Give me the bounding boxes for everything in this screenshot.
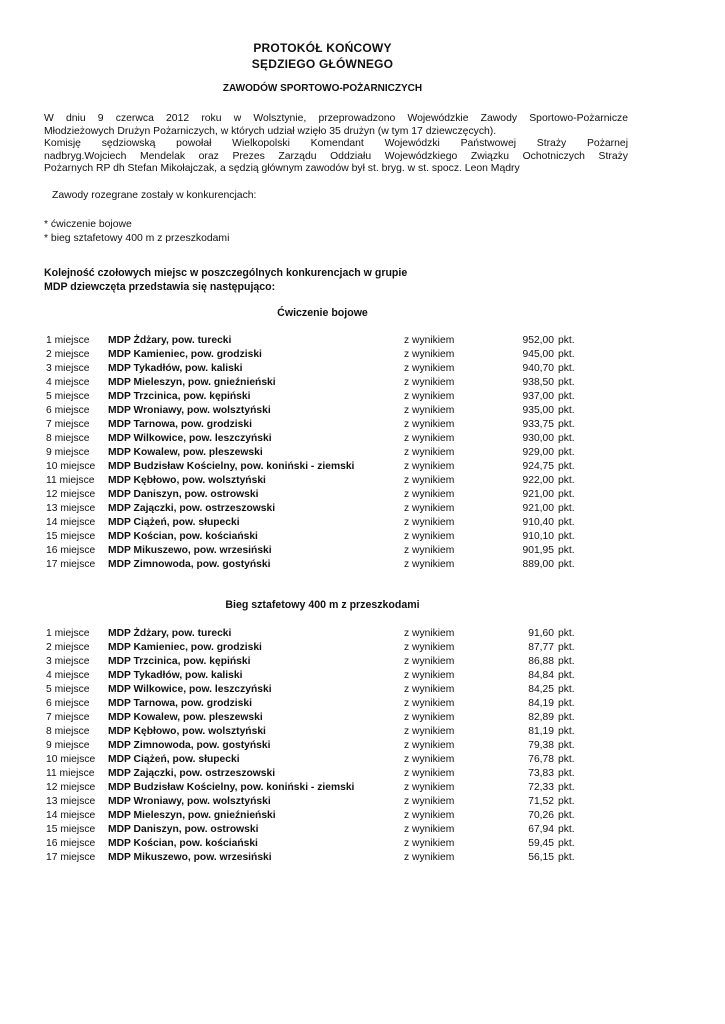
result-place: 10 miejsce <box>46 754 96 765</box>
result-place: 9 miejsce <box>46 740 90 751</box>
result-label: z wynikiem <box>404 796 455 807</box>
result-team: MDP Wilkowice, pow. leszczyński <box>108 433 272 444</box>
result-place: 17 miejsce <box>46 559 96 570</box>
document-title-line1: PROTOKÓŁ KOŃCOWY <box>253 41 392 55</box>
table-row <box>46 362 588 376</box>
result-score: 84,19 <box>528 698 554 709</box>
result-score: 910,40 <box>522 517 554 528</box>
result-unit: pkt. <box>558 461 575 472</box>
result-score: 70,26 <box>528 810 554 821</box>
result-score: 921,00 <box>522 489 554 500</box>
result-unit: pkt. <box>558 391 575 402</box>
result-label: z wynikiem <box>404 838 455 849</box>
intro-line-2: Młodzieżowych Drużyn Pożarniczych, w których udział wzięło 35 drużyn (w tym 17 dziewczęcych). <box>44 125 497 137</box>
result-score: 84,84 <box>528 670 554 681</box>
result-unit: pkt. <box>558 782 575 793</box>
table-row <box>46 432 588 446</box>
result-label: z wynikiem <box>404 768 455 779</box>
result-team: MDP Ciążeń, pow. słupecki <box>108 517 240 528</box>
result-place: 17 miejsce <box>46 852 96 863</box>
result-place: 7 miejsce <box>46 419 90 430</box>
result-team: MDP Mikuszewo, pow. wrzesiński <box>108 852 272 863</box>
result-team: MDP Trzcinica, pow. kępiński <box>108 656 251 667</box>
result-place: 11 miejsce <box>46 475 95 486</box>
result-label: z wynikiem <box>404 628 455 639</box>
result-place: 9 miejsce <box>46 447 90 458</box>
result-score: 81,19 <box>528 726 554 737</box>
table-row <box>46 753 588 767</box>
result-place: 8 miejsce <box>46 433 90 444</box>
table-row <box>46 767 588 781</box>
result-place: 8 miejsce <box>46 726 90 737</box>
result-team: MDP Daniszyn, pow. ostrowski <box>108 824 259 835</box>
result-score: 86,88 <box>528 656 554 667</box>
result-unit: pkt. <box>558 628 575 639</box>
result-label: z wynikiem <box>404 531 455 542</box>
result-team: MDP Daniszyn, pow. ostrowski <box>108 489 259 500</box>
result-team: MDP Żdżary, pow. turecki <box>108 335 232 346</box>
table-row <box>46 795 588 809</box>
result-score: 921,00 <box>522 503 554 514</box>
result-label: z wynikiem <box>404 810 455 821</box>
table-row <box>46 781 588 795</box>
results-table-relay-race <box>46 627 588 865</box>
result-place: 14 miejsce <box>46 810 96 821</box>
result-team: MDP Zajączki, pow. ostrzeszowski <box>108 768 276 779</box>
result-team: MDP Wilkowice, pow. leszczyński <box>108 684 272 695</box>
table-row <box>46 376 588 390</box>
result-unit: pkt. <box>558 810 575 821</box>
result-unit: pkt. <box>558 363 575 374</box>
result-place: 12 miejsce <box>46 489 96 500</box>
result-unit: pkt. <box>558 559 575 570</box>
result-place: 2 miejsce <box>46 349 90 360</box>
result-label: z wynikiem <box>404 405 455 416</box>
result-unit: pkt. <box>558 642 575 653</box>
result-team: MDP Mikuszewo, pow. wrzesiński <box>108 545 272 556</box>
result-place: 10 miejsce <box>46 461 96 472</box>
result-place: 6 miejsce <box>46 405 90 416</box>
result-label: z wynikiem <box>404 349 455 360</box>
result-unit: pkt. <box>558 503 575 514</box>
result-team: MDP Trzcinica, pow. kępiński <box>108 391 251 402</box>
result-place: 1 miejsce <box>46 628 90 639</box>
result-place: 16 miejsce <box>46 545 96 556</box>
result-unit: pkt. <box>558 726 575 737</box>
result-score: 71,52 <box>528 796 554 807</box>
result-place: 3 miejsce <box>46 656 90 667</box>
result-team: MDP Tykadłów, pow. kaliski <box>108 363 243 374</box>
result-label: z wynikiem <box>404 475 455 486</box>
result-team: MDP Zimnowoda, pow. gostyński <box>108 559 271 570</box>
result-label: z wynikiem <box>404 489 455 500</box>
result-unit: pkt. <box>558 349 575 360</box>
result-unit: pkt. <box>558 545 575 556</box>
result-place: 7 miejsce <box>46 712 90 723</box>
result-label: z wynikiem <box>404 517 455 528</box>
result-score: 87,77 <box>528 642 554 653</box>
result-unit: pkt. <box>558 796 575 807</box>
result-label: z wynikiem <box>404 740 455 751</box>
result-place: 11 miejsce <box>46 768 95 779</box>
table-row <box>46 655 588 669</box>
result-label: z wynikiem <box>404 419 455 430</box>
result-label: z wynikiem <box>404 363 455 374</box>
result-score: 929,00 <box>522 447 554 458</box>
result-unit: pkt. <box>558 517 575 528</box>
result-place: 13 miejsce <box>46 796 96 807</box>
result-score: 72,33 <box>528 782 554 793</box>
result-score: 952,00 <box>522 335 554 346</box>
section-title-combat-exercise: Ćwiczenie bojowe <box>277 307 368 319</box>
table-row <box>46 627 588 641</box>
result-unit: pkt. <box>558 377 575 388</box>
result-place: 4 miejsce <box>46 670 90 681</box>
result-team: MDP Tarnowa, pow. grodziski <box>108 419 252 430</box>
result-unit: pkt. <box>558 489 575 500</box>
result-label: z wynikiem <box>404 852 455 863</box>
intro-line-5: Pożarnych RP dh Stefan Mikołajczak, a sędzią głównym zawodów był st. bryg. w st. spocz. Leon Mądry <box>44 163 520 175</box>
table-row <box>46 488 588 502</box>
table-row <box>46 418 588 432</box>
result-unit: pkt. <box>558 419 575 430</box>
result-score: 79,38 <box>528 740 554 751</box>
result-unit: pkt. <box>558 335 575 346</box>
section-title-relay-race: Bieg sztafetowy 400 m z przeszkodami <box>225 599 420 611</box>
result-place: 12 miejsce <box>46 782 96 793</box>
result-unit: pkt. <box>558 754 575 765</box>
table-row <box>46 334 588 348</box>
result-label: z wynikiem <box>404 433 455 444</box>
result-team: MDP Kamieniec, pow. grodziski <box>108 642 262 653</box>
result-unit: pkt. <box>558 447 575 458</box>
result-unit: pkt. <box>558 670 575 681</box>
result-team: MDP Ciążeń, pow. słupecki <box>108 754 240 765</box>
table-row <box>46 530 588 544</box>
result-team: MDP Tykadłów, pow. kaliski <box>108 670 243 681</box>
order-heading-line1: Kolejność czołowych miejsc w poszczególnych konkurencjach w grupie <box>44 267 408 279</box>
table-row <box>46 404 588 418</box>
result-team: MDP Mieleszyn, pow. gnieźnieński <box>108 377 276 388</box>
order-heading-line2: MDP dziewczęta przedstawia się następująco: <box>44 280 276 293</box>
table-row <box>46 837 588 851</box>
result-label: z wynikiem <box>404 559 455 570</box>
result-score: 67,94 <box>528 824 554 835</box>
result-place: 15 miejsce <box>46 531 96 542</box>
result-score: 56,15 <box>528 852 554 863</box>
result-label: z wynikiem <box>404 782 455 793</box>
result-label: z wynikiem <box>404 684 455 695</box>
result-score: 84,25 <box>528 684 554 695</box>
result-team: MDP Zajączki, pow. ostrzeszowski <box>108 503 276 514</box>
result-unit: pkt. <box>558 656 575 667</box>
result-place: 13 miejsce <box>46 503 96 514</box>
table-row <box>46 502 588 516</box>
result-score: 922,00 <box>522 475 554 486</box>
result-score: 935,00 <box>522 405 554 416</box>
result-unit: pkt. <box>558 768 575 779</box>
table-row <box>46 823 588 837</box>
table-row <box>46 544 588 558</box>
intro-line-4: nadbryg.Wojciech Mendelak oraz Prezes Zarządu Oddziału Wojewódzkiego Związku Ochotniczych Straży <box>44 150 628 162</box>
result-unit: pkt. <box>558 405 575 416</box>
result-place: 1 miejsce <box>46 335 90 346</box>
table-row <box>46 809 588 823</box>
result-place: 14 miejsce <box>46 517 96 528</box>
result-label: z wynikiem <box>404 824 455 835</box>
result-unit: pkt. <box>558 531 575 542</box>
result-score: 76,78 <box>528 754 554 765</box>
table-row <box>46 725 588 739</box>
result-score: 91,60 <box>528 628 554 639</box>
result-label: z wynikiem <box>404 726 455 737</box>
result-unit: pkt. <box>558 740 575 751</box>
result-score: 901,95 <box>522 545 554 556</box>
table-row <box>46 669 588 683</box>
result-place: 16 miejsce <box>46 838 96 849</box>
order-heading <box>44 267 604 294</box>
result-score: 73,83 <box>528 768 554 779</box>
result-team: MDP Budzisław Kościelny, pow. koniński - ziemski <box>108 782 355 793</box>
table-row <box>46 348 588 362</box>
result-label: z wynikiem <box>404 754 455 765</box>
result-place: 5 miejsce <box>46 684 90 695</box>
result-label: z wynikiem <box>404 642 455 653</box>
result-place: 4 miejsce <box>46 377 90 388</box>
result-team: MDP Kościan, pow. kościański <box>108 531 258 542</box>
result-team: MDP Kębłowo, pow. wolsztyński <box>108 475 266 486</box>
result-team: MDP Kowalew, pow. pleszewski <box>108 447 263 458</box>
table-row <box>46 446 588 460</box>
result-place: 2 miejsce <box>46 642 90 653</box>
result-score: 82,89 <box>528 712 554 723</box>
table-row <box>46 739 588 753</box>
result-label: z wynikiem <box>404 503 455 514</box>
results-table-combat-exercise <box>46 334 588 572</box>
result-score: 937,00 <box>522 391 554 402</box>
competition-item-2: * bieg sztafetowy 400 m z przeszkodami <box>44 233 230 244</box>
result-unit: pkt. <box>558 838 575 849</box>
intro-line-1: W dniu 9 czerwca 2012 roku w Wolsztynie, przeprowadzono Wojewódzkie Zawody Sportowo-Pożarnicze <box>44 113 628 124</box>
result-place: 15 miejsce <box>46 824 96 835</box>
result-team: MDP Wroniawy, pow. wolsztyński <box>108 796 271 807</box>
result-score: 933,75 <box>522 419 554 430</box>
result-team: MDP Kościan, pow. kościański <box>108 838 258 849</box>
result-team: MDP Kowalew, pow. pleszewski <box>108 712 263 723</box>
result-place: 5 miejsce <box>46 391 90 402</box>
result-label: z wynikiem <box>404 335 455 346</box>
result-team: MDP Wroniawy, pow. wolsztyński <box>108 405 271 416</box>
competition-item-1: * ćwiczenie bojowe <box>44 219 132 230</box>
table-row <box>46 851 588 865</box>
document-subtitle: ZAWODÓW SPORTOWO-POŻARNICZYCH <box>222 83 423 94</box>
result-label: z wynikiem <box>404 712 455 723</box>
result-unit: pkt. <box>558 852 575 863</box>
result-label: z wynikiem <box>404 447 455 458</box>
result-place: 3 miejsce <box>46 363 90 374</box>
result-team: MDP Zimnowoda, pow. gostyński <box>108 740 271 751</box>
result-score: 938,50 <box>522 377 554 388</box>
result-score: 930,00 <box>522 433 554 444</box>
result-team: MDP Żdżary, pow. turecki <box>108 628 232 639</box>
result-label: z wynikiem <box>404 377 455 388</box>
result-team: MDP Kamieniec, pow. grodziski <box>108 349 262 360</box>
result-place: 6 miejsce <box>46 698 90 709</box>
result-unit: pkt. <box>558 824 575 835</box>
document-title-line2: SĘDZIEGO GŁÓWNEGO <box>251 57 394 71</box>
table-row <box>46 460 588 474</box>
result-label: z wynikiem <box>404 698 455 709</box>
intro-line-3: Komisję sędziowską powołał Wielkopolski Komendant Wojewódzki Państwowej Straży Pożarnej <box>44 138 628 150</box>
result-unit: pkt. <box>558 684 575 695</box>
intro-paragraph <box>44 113 628 176</box>
result-label: z wynikiem <box>404 545 455 556</box>
result-label: z wynikiem <box>404 670 455 681</box>
result-team: MDP Tarnowa, pow. grodziski <box>108 698 252 709</box>
result-unit: pkt. <box>558 712 575 723</box>
result-unit: pkt. <box>558 698 575 709</box>
table-row <box>46 390 588 404</box>
table-row <box>46 516 588 530</box>
result-team: MDP Budzisław Kościelny, pow. koniński - ziemski <box>108 461 355 472</box>
result-label: z wynikiem <box>404 391 455 402</box>
result-score: 940,70 <box>522 363 554 374</box>
result-score: 59,45 <box>528 838 554 849</box>
result-label: z wynikiem <box>404 656 455 667</box>
result-team: MDP Mieleszyn, pow. gnieźnieński <box>108 810 276 821</box>
table-row <box>46 711 588 725</box>
result-score: 924,75 <box>522 461 554 472</box>
result-label: z wynikiem <box>404 461 455 472</box>
table-row <box>46 683 588 697</box>
table-row <box>46 697 588 711</box>
table-row <box>46 641 588 655</box>
table-row <box>46 558 588 572</box>
result-score: 910,10 <box>522 531 554 542</box>
result-score: 889,00 <box>522 559 554 570</box>
result-unit: pkt. <box>558 433 575 444</box>
competitions-intro: Zawody rozegrane zostały w konkurencjach: <box>52 190 257 201</box>
result-score: 945,00 <box>522 349 554 360</box>
result-unit: pkt. <box>558 475 575 486</box>
result-team: MDP Kębłowo, pow. wolsztyński <box>108 726 266 737</box>
table-row <box>46 474 588 488</box>
